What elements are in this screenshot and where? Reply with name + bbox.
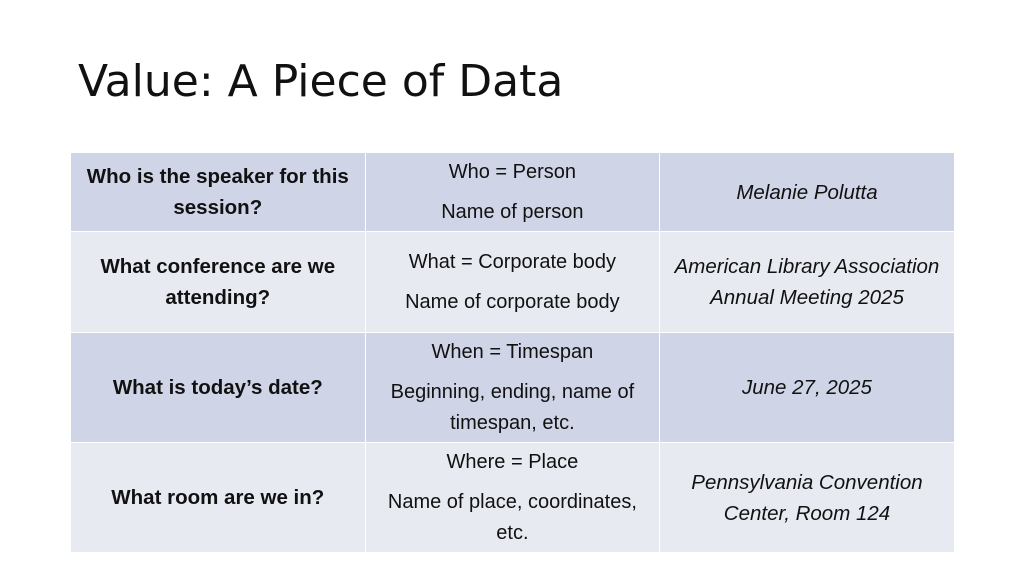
table-row: [71, 153, 955, 232]
type-label: When = Timespan: [431, 340, 594, 363]
table-row: [71, 443, 955, 553]
type-cell: [365, 443, 660, 553]
type-cell: [365, 153, 660, 232]
question-cell: What room are we in?: [71, 443, 366, 553]
type-detail: Name of person: [441, 200, 584, 223]
question-cell: What is today’s date?: [71, 333, 366, 443]
table-row: [71, 333, 955, 443]
type-label: Where = Place: [446, 450, 579, 473]
type-cell: [365, 232, 660, 333]
type-detail: Name of place, coordinates, etc.: [387, 490, 637, 544]
type-label: Who = Person: [448, 160, 577, 183]
type-label: What = Corporate body: [408, 250, 617, 273]
slide-title: Value: A Piece of Data: [78, 56, 564, 107]
type-detail: Name of corporate body: [405, 290, 620, 313]
value-cell: Pennsylvania Convention Center, Room 124: [660, 443, 955, 553]
value-cell: American Library Association Annual Meeting 2025: [660, 232, 955, 333]
question-cell: What conference are we attending?: [71, 232, 366, 333]
value-cell: June 27, 2025: [660, 333, 955, 443]
question-cell: Who is the speaker for this session?: [71, 153, 366, 232]
value-cell: Melanie Polutta: [660, 153, 955, 232]
type-detail: Beginning, ending, name of timespan, etc.: [390, 380, 635, 434]
table-row: [71, 232, 955, 333]
value-table: [70, 152, 955, 553]
type-cell: [365, 333, 660, 443]
